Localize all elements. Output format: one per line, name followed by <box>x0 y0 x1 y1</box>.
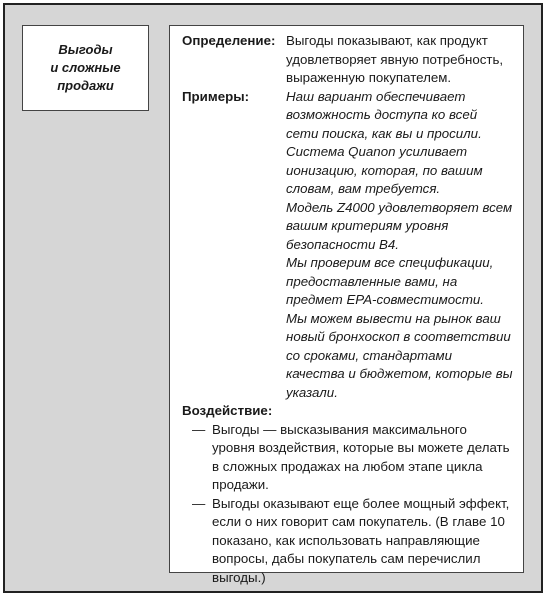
outer-frame <box>3 3 543 593</box>
impact-bullet <box>182 421 513 495</box>
definition-row <box>182 32 513 88</box>
examples-list <box>286 88 513 403</box>
impact-bullet-text: Выгоды оказывают еще более мощный эффект, если о них говорит сам покупатель. (В главе 10 показано, как использовать направляющие вопросы, дабы покупатель сам перечислил выгоды.) <box>212 495 510 585</box>
impact-bullet-text: Выгоды — высказывания максимального уровня воздействия, которые вы можете делать в сложных продажах на любом этапе цикла продажи. <box>212 421 510 492</box>
content-box <box>169 25 524 585</box>
sidebar-title-line-2: и сложные <box>50 60 121 75</box>
examples-row <box>182 88 513 403</box>
definition-text: Выгоды показывают, как продукт удовлетворяет явную потребность, выраженную покупателем. <box>286 33 504 85</box>
example-item: Мы можем вывести на рынок ваш новый бронхоскоп в соответствии со сроками, стандартами качества и бюджетом, которые вы указали. <box>286 310 513 400</box>
definition-label: Определение: <box>182 33 276 48</box>
sidebar-title-box <box>22 25 149 111</box>
example-item: Модель Z4000 удовлетворяет всем вашим критериям уровня безопасности B4. <box>286 199 513 252</box>
sidebar-title-line-1: Выгоды <box>58 42 113 57</box>
example-item: Система Quanon усиливает ионизацию, которая, по вашим словам, вам требуется. <box>286 144 483 196</box>
sidebar-title-line-3: продажи <box>57 78 114 93</box>
examples-label: Примеры: <box>182 88 249 104</box>
impact-label: Воздействие: <box>182 403 273 418</box>
dash-marker: — <box>192 495 206 511</box>
example-item: Наш вариант обеспечивает возможность доступа ко всей сети поиска, как вы и просили. <box>286 88 482 141</box>
impact-bullet <box>182 495 513 588</box>
dash-marker: — <box>192 421 206 437</box>
example-item: Мы проверим все спецификации, предоставленные вами, на предмет EPA-совместимости. <box>286 255 494 307</box>
